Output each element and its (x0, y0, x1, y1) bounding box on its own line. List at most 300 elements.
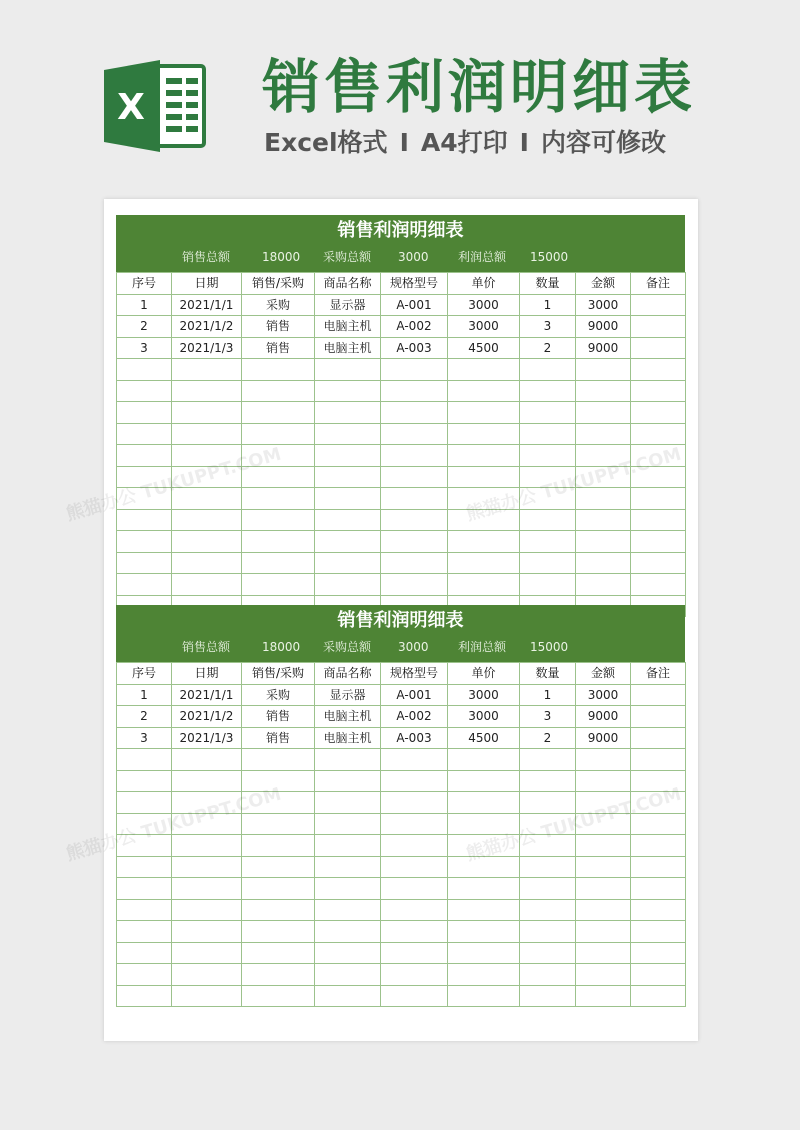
table-cell[interactable] (448, 574, 520, 596)
table-cell[interactable] (631, 770, 686, 792)
table-cell[interactable] (520, 509, 576, 531)
table-cell[interactable] (117, 509, 172, 531)
table-cell[interactable]: 2021/1/2 (172, 316, 242, 338)
subtitle-separator: I (519, 128, 529, 157)
table-cell[interactable] (631, 706, 686, 728)
table-cell[interactable] (172, 878, 242, 900)
table-cell[interactable]: 2 (520, 727, 576, 749)
table-cell[interactable] (448, 509, 520, 531)
table-cell[interactable] (315, 466, 381, 488)
table-cell[interactable] (381, 445, 448, 467)
table-cell[interactable] (117, 359, 172, 381)
table-cell[interactable]: A-003 (381, 337, 448, 359)
purchase-total-value: 3000 (398, 250, 429, 264)
column-header: 金额 (576, 273, 631, 295)
column-header: 备注 (631, 663, 686, 685)
table-cell[interactable] (520, 856, 576, 878)
table-cell[interactable] (381, 574, 448, 596)
table-cell[interactable] (315, 878, 381, 900)
table-cell[interactable] (631, 921, 686, 943)
column-header: 日期 (172, 663, 242, 685)
table-cell[interactable] (117, 380, 172, 402)
table-cell[interactable] (576, 423, 631, 445)
table-row (117, 899, 686, 921)
table-cell[interactable] (520, 574, 576, 596)
table-cell[interactable] (381, 792, 448, 814)
table-cell[interactable] (117, 749, 172, 771)
detail-table (116, 662, 686, 1007)
table-cell[interactable] (242, 878, 315, 900)
table-cell[interactable] (315, 856, 381, 878)
table-cell[interactable] (117, 466, 172, 488)
table-cell[interactable] (315, 380, 381, 402)
table-cell[interactable] (576, 359, 631, 381)
table-cell[interactable] (117, 856, 172, 878)
sales-sheet-2 (116, 605, 685, 1007)
table-cell[interactable]: 销售 (242, 727, 315, 749)
table-cell[interactable] (448, 985, 520, 1007)
table-cell[interactable]: 销售 (242, 316, 315, 338)
table-cell[interactable] (520, 466, 576, 488)
table-cell[interactable] (315, 402, 381, 424)
table-cell[interactable] (172, 423, 242, 445)
table-cell[interactable] (631, 574, 686, 596)
summary-row (116, 638, 685, 656)
table-cell[interactable] (576, 770, 631, 792)
column-header: 单价 (448, 663, 520, 685)
table-cell[interactable] (631, 878, 686, 900)
table-row (117, 813, 686, 835)
table-cell[interactable] (117, 770, 172, 792)
table-cell[interactable]: A-001 (381, 684, 448, 706)
table-cell[interactable] (172, 835, 242, 857)
table-cell[interactable] (448, 445, 520, 467)
table-cell[interactable] (520, 552, 576, 574)
table-cell[interactable] (315, 531, 381, 553)
table-cell[interactable] (520, 749, 576, 771)
table-cell[interactable] (242, 921, 315, 943)
table-cell[interactable]: 电脑主机 (315, 706, 381, 728)
table-cell[interactable] (448, 380, 520, 402)
table-cell[interactable] (315, 942, 381, 964)
table-cell[interactable] (448, 770, 520, 792)
table-cell[interactable] (520, 964, 576, 986)
table-cell[interactable] (315, 835, 381, 857)
table-cell[interactable] (576, 835, 631, 857)
column-header: 数量 (520, 663, 576, 685)
column-header: 商品名称 (315, 273, 381, 295)
table-cell[interactable] (315, 792, 381, 814)
table-cell[interactable] (448, 921, 520, 943)
table-cell[interactable] (520, 488, 576, 510)
table-cell[interactable] (242, 899, 315, 921)
table-cell[interactable] (315, 749, 381, 771)
table-cell[interactable] (520, 878, 576, 900)
table-cell[interactable] (172, 921, 242, 943)
table-cell[interactable] (117, 964, 172, 986)
table-cell[interactable] (381, 423, 448, 445)
table-cell[interactable] (172, 749, 242, 771)
table-cell[interactable] (520, 445, 576, 467)
table-cell[interactable] (448, 552, 520, 574)
table-row (117, 531, 686, 553)
table-cell[interactable] (576, 445, 631, 467)
table-cell[interactable] (172, 359, 242, 381)
table-cell[interactable] (117, 574, 172, 596)
table-cell[interactable]: 3000 (576, 684, 631, 706)
table-cell[interactable] (117, 942, 172, 964)
table-cell[interactable] (520, 813, 576, 835)
table-cell[interactable]: 显示器 (315, 684, 381, 706)
table-cell[interactable]: 电脑主机 (315, 727, 381, 749)
table-cell[interactable] (242, 466, 315, 488)
table-cell[interactable] (576, 921, 631, 943)
table-cell[interactable]: 3000 (448, 706, 520, 728)
table-cell[interactable] (631, 792, 686, 814)
table-cell[interactable] (381, 985, 448, 1007)
table-cell[interactable] (172, 770, 242, 792)
table-cell[interactable]: 2021/1/3 (172, 727, 242, 749)
table-cell[interactable]: A-001 (381, 294, 448, 316)
table-cell[interactable] (381, 770, 448, 792)
table-cell[interactable] (520, 531, 576, 553)
table-cell[interactable] (172, 509, 242, 531)
table-row (117, 921, 686, 943)
table-cell[interactable] (117, 792, 172, 814)
table-cell[interactable] (631, 899, 686, 921)
column-header: 单价 (448, 273, 520, 295)
purchase-total-value: 3000 (398, 640, 429, 654)
sales-sheet-1 (116, 215, 685, 617)
table-cell[interactable]: 1 (520, 684, 576, 706)
table-row (117, 509, 686, 531)
table-cell[interactable]: 9000 (576, 727, 631, 749)
table-cell[interactable]: 3 (117, 727, 172, 749)
table-cell[interactable] (448, 531, 520, 553)
table-cell[interactable] (242, 813, 315, 835)
table-cell[interactable] (381, 878, 448, 900)
table-cell[interactable] (448, 466, 520, 488)
table-cell[interactable] (315, 509, 381, 531)
table-cell[interactable]: 电脑主机 (315, 337, 381, 359)
table-cell[interactable] (631, 856, 686, 878)
table-cell[interactable] (448, 878, 520, 900)
table-cell[interactable]: 销售 (242, 706, 315, 728)
table-cell[interactable] (631, 423, 686, 445)
table-cell[interactable] (448, 856, 520, 878)
table-cell[interactable] (631, 684, 686, 706)
table-cell[interactable] (448, 835, 520, 857)
subtitle-editable: 内容可修改 (540, 128, 666, 157)
table-row (117, 466, 686, 488)
sheet-title: 销售利润明细表 (337, 610, 464, 631)
table-cell[interactable] (381, 835, 448, 857)
table-cell[interactable] (448, 942, 520, 964)
table-cell[interactable] (242, 985, 315, 1007)
table-cell[interactable] (448, 899, 520, 921)
column-header: 数量 (520, 273, 576, 295)
table-cell[interactable] (631, 531, 686, 553)
table-cell[interactable] (631, 727, 686, 749)
table-cell[interactable] (242, 509, 315, 531)
table-cell[interactable] (117, 423, 172, 445)
table-cell[interactable] (631, 509, 686, 531)
table-cell[interactable]: 9000 (576, 316, 631, 338)
table-cell[interactable] (448, 792, 520, 814)
table-cell[interactable] (631, 445, 686, 467)
table-cell[interactable] (576, 942, 631, 964)
table-cell[interactable] (315, 964, 381, 986)
table-cell[interactable] (172, 402, 242, 424)
table-cell[interactable]: A-002 (381, 706, 448, 728)
table-cell[interactable] (117, 899, 172, 921)
table-cell[interactable] (631, 337, 686, 359)
table-cell[interactable]: 3000 (448, 316, 520, 338)
table-cell[interactable] (631, 835, 686, 857)
table-cell[interactable] (315, 488, 381, 510)
table-cell[interactable] (381, 402, 448, 424)
table-cell[interactable]: 4500 (448, 727, 520, 749)
table-cell[interactable] (520, 359, 576, 381)
table-cell[interactable] (315, 899, 381, 921)
table-cell[interactable] (117, 813, 172, 835)
table-cell[interactable] (381, 921, 448, 943)
table-cell[interactable] (117, 835, 172, 857)
table-cell[interactable] (117, 985, 172, 1007)
table-cell[interactable] (242, 792, 315, 814)
table-cell[interactable]: 4500 (448, 337, 520, 359)
table-cell[interactable] (448, 964, 520, 986)
table-cell[interactable] (576, 574, 631, 596)
table-cell[interactable] (242, 402, 315, 424)
table-cell[interactable] (381, 509, 448, 531)
table-cell[interactable] (242, 749, 315, 771)
table-cell[interactable]: 9000 (576, 337, 631, 359)
table-cell[interactable] (117, 552, 172, 574)
table-cell[interactable]: 2 (117, 316, 172, 338)
table-row (117, 964, 686, 986)
table-cell[interactable]: 3 (117, 337, 172, 359)
table-cell[interactable] (381, 552, 448, 574)
table-cell[interactable]: 显示器 (315, 294, 381, 316)
table-cell[interactable] (576, 402, 631, 424)
table-cell[interactable] (242, 423, 315, 445)
table-cell[interactable] (576, 749, 631, 771)
table-cell[interactable] (242, 964, 315, 986)
table-cell[interactable] (448, 488, 520, 510)
page-title: 销售利润明细表 (262, 53, 697, 121)
watermark: 熊猫办公 (63, 485, 139, 526)
table-cell[interactable] (172, 792, 242, 814)
table-cell[interactable]: 3 (520, 316, 576, 338)
table-cell[interactable] (172, 380, 242, 402)
table-cell[interactable] (172, 899, 242, 921)
table-cell[interactable] (631, 985, 686, 1007)
table-cell[interactable] (315, 921, 381, 943)
table-cell[interactable] (520, 423, 576, 445)
table-cell[interactable] (520, 380, 576, 402)
table-cell[interactable] (315, 985, 381, 1007)
table-cell[interactable]: 3000 (448, 294, 520, 316)
table-cell[interactable] (172, 813, 242, 835)
table-cell[interactable] (631, 942, 686, 964)
table-cell[interactable] (631, 749, 686, 771)
table-cell[interactable] (172, 856, 242, 878)
column-header: 备注 (631, 273, 686, 295)
table-cell[interactable]: 2 (117, 706, 172, 728)
table-cell[interactable] (117, 402, 172, 424)
table-cell[interactable] (242, 380, 315, 402)
table-cell[interactable] (631, 552, 686, 574)
table-cell[interactable] (381, 899, 448, 921)
table-cell[interactable] (172, 552, 242, 574)
table-row (117, 359, 686, 381)
table-cell[interactable]: A-002 (381, 316, 448, 338)
table-cell[interactable] (242, 574, 315, 596)
table-cell[interactable] (172, 574, 242, 596)
sales-total-label: 销售总额 (182, 250, 231, 264)
table-cell[interactable] (381, 488, 448, 510)
table-cell[interactable]: 电脑主机 (315, 316, 381, 338)
table-cell[interactable] (576, 509, 631, 531)
table-cell[interactable]: 3000 (576, 294, 631, 316)
table-cell[interactable] (576, 985, 631, 1007)
table-cell[interactable]: 9000 (576, 706, 631, 728)
table-cell[interactable] (242, 552, 315, 574)
table-cell[interactable]: 2021/1/3 (172, 337, 242, 359)
table-cell[interactable] (172, 985, 242, 1007)
table-cell[interactable] (117, 921, 172, 943)
table-cell[interactable] (315, 359, 381, 381)
table-cell[interactable] (448, 359, 520, 381)
table-cell[interactable] (520, 921, 576, 943)
table-cell[interactable] (576, 552, 631, 574)
table-cell[interactable] (315, 552, 381, 574)
subtitle-print: A4打印 (420, 128, 508, 157)
table-cell[interactable] (315, 813, 381, 835)
table-cell[interactable] (381, 813, 448, 835)
table-cell[interactable]: 2021/1/2 (172, 706, 242, 728)
table-cell[interactable] (576, 899, 631, 921)
table-cell[interactable]: 3 (520, 706, 576, 728)
table-cell[interactable] (242, 856, 315, 878)
table-cell[interactable] (172, 942, 242, 964)
table-cell[interactable] (117, 445, 172, 467)
table-cell[interactable] (520, 835, 576, 857)
table-cell[interactable] (576, 813, 631, 835)
table-cell[interactable] (381, 466, 448, 488)
table-cell[interactable] (520, 899, 576, 921)
table-cell[interactable] (448, 402, 520, 424)
table-cell[interactable] (448, 423, 520, 445)
table-cell[interactable] (448, 749, 520, 771)
sales-total-value: 18000 (262, 250, 301, 264)
table-cell[interactable] (242, 445, 315, 467)
table-cell[interactable] (381, 856, 448, 878)
table-cell[interactable] (631, 294, 686, 316)
table-row (117, 402, 686, 424)
table-cell[interactable] (172, 466, 242, 488)
table-cell[interactable]: 采购 (242, 684, 315, 706)
table-cell[interactable] (315, 574, 381, 596)
table-cell[interactable] (242, 835, 315, 857)
table-cell[interactable] (242, 942, 315, 964)
table-cell[interactable]: 1 (520, 294, 576, 316)
table-cell[interactable] (576, 792, 631, 814)
table-cell[interactable] (631, 402, 686, 424)
table-cell[interactable] (576, 856, 631, 878)
table-cell[interactable] (576, 488, 631, 510)
table-cell[interactable] (172, 531, 242, 553)
table-cell[interactable] (520, 792, 576, 814)
table-cell[interactable] (381, 380, 448, 402)
column-header: 商品名称 (315, 663, 381, 685)
table-cell[interactable] (576, 466, 631, 488)
table-cell[interactable] (631, 380, 686, 402)
table-cell[interactable] (381, 531, 448, 553)
subtitle-separator: I (399, 128, 409, 157)
table-row (117, 380, 686, 402)
table-cell[interactable] (242, 531, 315, 553)
table-cell[interactable] (631, 964, 686, 986)
table-cell[interactable] (520, 985, 576, 1007)
table-cell[interactable] (172, 964, 242, 986)
table-cell[interactable] (381, 359, 448, 381)
table-cell[interactable] (117, 531, 172, 553)
table-cell[interactable] (242, 488, 315, 510)
table-cell[interactable] (631, 813, 686, 835)
table-cell[interactable] (576, 531, 631, 553)
table-cell[interactable] (520, 770, 576, 792)
table-cell[interactable] (242, 770, 315, 792)
table-cell[interactable] (172, 488, 242, 510)
table-cell[interactable] (520, 402, 576, 424)
sales-total-label: 销售总额 (182, 640, 231, 654)
table-cell[interactable] (242, 359, 315, 381)
table-cell[interactable]: A-003 (381, 727, 448, 749)
table-cell[interactable] (315, 445, 381, 467)
table-cell[interactable] (576, 964, 631, 986)
table-cell[interactable]: 采购 (242, 294, 315, 316)
table-cell[interactable]: 2021/1/1 (172, 684, 242, 706)
table-cell[interactable] (520, 942, 576, 964)
table-cell[interactable] (631, 316, 686, 338)
table-cell[interactable]: 2021/1/1 (172, 294, 242, 316)
subtitle-format: Excel格式 (264, 128, 388, 157)
table-cell[interactable] (381, 964, 448, 986)
table-cell[interactable] (381, 749, 448, 771)
table-cell[interactable]: 销售 (242, 337, 315, 359)
table-cell[interactable] (381, 942, 448, 964)
table-cell[interactable] (315, 770, 381, 792)
table-cell[interactable] (172, 445, 242, 467)
column-header: 销售/采购 (242, 663, 315, 685)
column-header: 金额 (576, 663, 631, 685)
table-cell[interactable] (117, 878, 172, 900)
table-cell[interactable]: 1 (117, 294, 172, 316)
table-cell[interactable]: 2 (520, 337, 576, 359)
table-cell[interactable] (448, 813, 520, 835)
table-cell[interactable]: 1 (117, 684, 172, 706)
table-cell[interactable] (576, 878, 631, 900)
table-cell[interactable]: 3000 (448, 684, 520, 706)
table-cell[interactable] (631, 359, 686, 381)
table-cell[interactable] (117, 488, 172, 510)
table-cell[interactable] (576, 380, 631, 402)
table-cell[interactable] (315, 423, 381, 445)
table-cell[interactable] (631, 488, 686, 510)
table-cell[interactable] (631, 466, 686, 488)
